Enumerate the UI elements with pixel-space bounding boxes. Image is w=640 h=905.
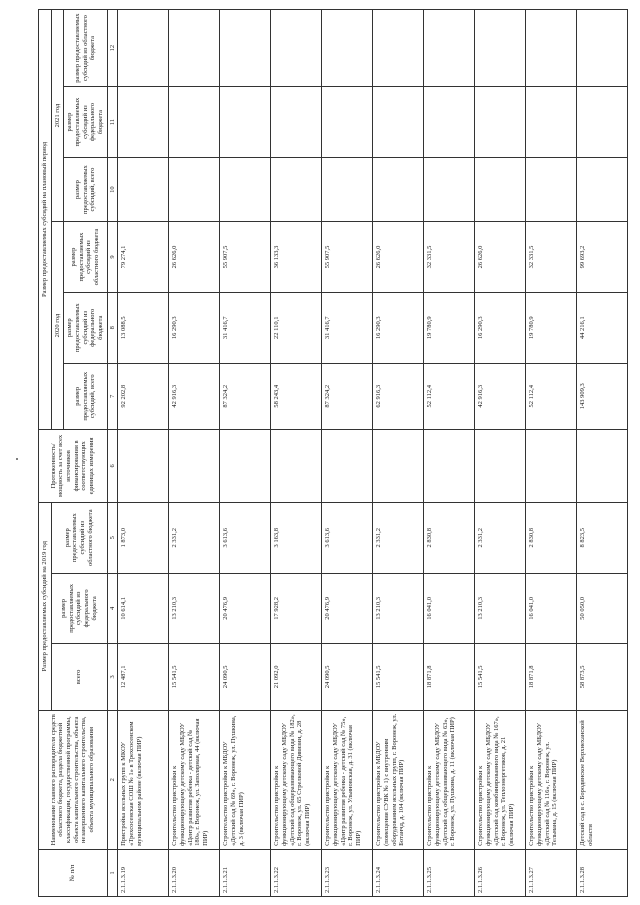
reg-2020: 55 907,5 [220, 222, 271, 293]
column-number-row [107, 10, 118, 897]
total-2019: 15 541,5 [373, 644, 424, 710]
fed-2020: 31 416,7 [220, 292, 271, 363]
header-total-2021: размер предоставляемых субсидий, всего [64, 157, 107, 221]
reg-2019: 2 331,2 [373, 502, 424, 573]
subsidy-table [38, 9, 628, 897]
object-name: Строительство пристройки к функционирующему детскому саду МБДОУ «Центр развития ребенка - детский сад № 75», г. Воронеж, ул. Ульяновская, д. 31 (включая ПИР) [322, 710, 373, 849]
table-row [373, 10, 424, 897]
fed-2021 [118, 87, 169, 158]
capacity [577, 429, 628, 502]
reg-2021 [424, 10, 475, 87]
fed-2019: 13 210,3 [373, 573, 424, 644]
reg-2019: 3 613,6 [220, 502, 271, 573]
col-number: 6 [107, 429, 118, 502]
table-row [220, 10, 271, 897]
total-2020: 92 202,8 [118, 363, 169, 429]
fed-2021 [169, 87, 220, 158]
reg-2019: 2 830,8 [526, 502, 577, 573]
col-number: 2 [107, 710, 118, 849]
capacity [526, 429, 577, 502]
header-total-2019: всего [51, 644, 107, 710]
row-number: 2.1.1.3.20 [169, 849, 220, 896]
header-year-2021: 2021 год [51, 10, 64, 222]
object-name: Детский сад в с. Бородинское Верхнеханской области [577, 710, 628, 849]
fed-2020: 16 290,3 [169, 292, 220, 363]
reg-2020: 36 133,3 [271, 222, 322, 293]
total-2019: 15 541,5 [169, 644, 220, 710]
fed-2020: 19 780,9 [424, 292, 475, 363]
col-number: 8 [107, 292, 118, 363]
fed-2019: 13 210,3 [475, 573, 526, 644]
table-row [322, 10, 373, 897]
total-2020: 87 324,2 [322, 363, 373, 429]
row-number: 2.1.1.3.26 [475, 849, 526, 896]
reg-2019: 2 331,2 [475, 502, 526, 573]
row-number: 2.1.1.3.21 [220, 849, 271, 896]
total-2021 [118, 157, 169, 221]
capacity [322, 429, 373, 502]
total-2019: 24 090,5 [322, 644, 373, 710]
fed-2020: 13 088,5 [118, 292, 169, 363]
col-number: 11 [107, 87, 118, 158]
col-number: 4 [107, 573, 118, 644]
fed-2020: 16 290,3 [475, 292, 526, 363]
row-number: 2.1.1.3.19 [118, 849, 169, 896]
row-number: 2.1.1.3.28 [577, 849, 628, 896]
capacity [271, 429, 322, 502]
total-2019: 12 487,1 [118, 644, 169, 710]
table-row [475, 10, 526, 897]
fed-2019: 16 041,0 [424, 573, 475, 644]
reg-2021 [577, 10, 628, 87]
total-2020: 58 243,4 [271, 363, 322, 429]
row-number: 2.1.1.3.27 [526, 849, 577, 896]
reg-2021 [373, 10, 424, 87]
capacity [118, 429, 169, 502]
total-2019: 58 873,5 [577, 644, 628, 710]
total-2021 [373, 157, 424, 221]
table-row [271, 10, 322, 897]
capacity [424, 429, 475, 502]
object-name: Строительство пристройки к функционирующему детскому саду МБДОУ «Детский сад общеразвивающего вида № 63», г. Воронеж, ул. Пушкина, д. 11 (включая ПИР) [424, 710, 475, 849]
object-name: Строительство пристройки к МБДОУ «Детский сад № 69», г. Воронеж, ул. Пушкина, д. 3 (включая ПИР) [220, 710, 271, 849]
table-row [577, 10, 628, 897]
total-2019: 15 541,5 [475, 644, 526, 710]
row-number: 2.1.1.3.23 [322, 849, 373, 896]
total-2020: 52 112,4 [526, 363, 577, 429]
fed-2019: 20 476,9 [322, 573, 373, 644]
fed-2019: 17 928,2 [271, 573, 322, 644]
fed-2019: 16 041,0 [526, 573, 577, 644]
col-number: 12 [107, 10, 118, 87]
fed-2020: 19 780,9 [526, 292, 577, 363]
total-2019: 18 871,8 [424, 644, 475, 710]
object-name: Строительство пристройки к функционирующему детскому саду МБДОУ «Детский сад комбинированного вида № 167», г. Воронеж, ул. Теплоэнергетиков, д. 21 (включая ПИР) [475, 710, 526, 849]
header-reg-2019: размер предоставляемых субсидий из областного бюджета [51, 502, 107, 573]
table-row [424, 10, 475, 897]
total-2019: 24 090,5 [220, 644, 271, 710]
header-subsidy-2019: Размер предоставляемых субсидий на 2019 год [39, 502, 52, 710]
capacity [169, 429, 220, 502]
col-number: 7 [107, 363, 118, 429]
total-2021 [577, 157, 628, 221]
total-2021 [475, 157, 526, 221]
fed-2019: 13 210,3 [169, 573, 220, 644]
fed-2019: 10 614,1 [118, 573, 169, 644]
fed-2021 [577, 87, 628, 158]
fed-2021 [475, 87, 526, 158]
fed-2020: 44 216,1 [577, 292, 628, 363]
fed-2021 [220, 87, 271, 158]
reg-2019: 3 163,8 [271, 502, 322, 573]
header-fed-2020: размер предоставляемых субсидий из федерального бюджета [64, 292, 107, 363]
reg-2021 [322, 10, 373, 87]
object-name: Строительство пристройки к функционирующему детскому саду МБДОУ «Детский сад № 116», г. Воронеж, ул. Тельмана, д. 15 (включая ПИР) [526, 710, 577, 849]
reg-2021 [271, 10, 322, 87]
reg-2020: 32 331,5 [526, 222, 577, 293]
total-2020: 42 916,3 [169, 363, 220, 429]
stray-mark [16, 458, 18, 460]
reg-2019: 2 331,2 [169, 502, 220, 573]
row-number: 2.1.1.3.25 [424, 849, 475, 896]
fed-2020: 16 290,3 [373, 292, 424, 363]
fed-2021 [373, 87, 424, 158]
col-number: 3 [107, 644, 118, 710]
reg-2019: 3 613,6 [322, 502, 373, 573]
reg-2020: 26 626,0 [373, 222, 424, 293]
reg-2020: 99 693,2 [577, 222, 628, 293]
total-2020: 42 916,3 [475, 363, 526, 429]
fed-2019: 20 476,9 [220, 573, 271, 644]
total-2020: 143 909,3 [577, 363, 628, 429]
reg-2020: 26 626,0 [475, 222, 526, 293]
reg-2019: 2 830,8 [424, 502, 475, 573]
reg-2019: 8 823,5 [577, 502, 628, 573]
reg-2021 [220, 10, 271, 87]
total-2021 [424, 157, 475, 221]
total-2021 [169, 157, 220, 221]
reg-2021 [526, 10, 577, 87]
capacity [373, 429, 424, 502]
header-total-2020: размер предоставляемых субсидий, всего [64, 363, 107, 429]
object-name: Строительство пристройки к функционирующему детскому саду МБДОУ «Детский сад общеразвивающего вида № 182», г. Воронеж, ул. 65 Стрелковой Дивизии, д. 28 (включая ПИР) [271, 710, 322, 849]
object-name: Строительство пристройки к МБДОУ (помещения СУВК № 1) с внутренним оборудованием ясельных групп, г. Воронеж, ул. Ботанчд, д. 104 (включая ПИР) [373, 710, 424, 849]
fed-2021 [526, 87, 577, 158]
header-year-2020: 2020 год [51, 222, 64, 430]
table-row [526, 10, 577, 897]
total-2021 [526, 157, 577, 221]
header-fed-2019: размер предоставляемых субсидий из федерального бюджета [51, 573, 107, 644]
total-2020: 62 916,3 [373, 363, 424, 429]
object-name: Строительство пристройки к функционирующему детскому саду МБДОУ «Центр развития ребенка - детский сад № 180», г. Воронеж, ул. Заполярная, 44 (включая ПИР) [169, 710, 220, 849]
reg-2020: 55 907,5 [322, 222, 373, 293]
row-number: 2.1.1.3.22 [271, 849, 322, 896]
reg-2021 [475, 10, 526, 87]
fed-2021 [424, 87, 475, 158]
reg-2021 [118, 10, 169, 87]
table-row [118, 10, 169, 897]
total-2020: 87 324,2 [220, 363, 271, 429]
fed-2021 [271, 87, 322, 158]
header-plan-period: Размер предоставляемых субсидий на плановый период [39, 10, 52, 430]
col-number: 1 [107, 849, 118, 896]
total-2019: 18 871,8 [526, 644, 577, 710]
col-number: 9 [107, 222, 118, 293]
header-capacity: Протяженность/ мощность за счет всех источников финансирования в соответствующих единицах измерения [39, 429, 108, 502]
reg-2019: 1 873,0 [118, 502, 169, 573]
total-2021 [220, 157, 271, 221]
header-reg-2020: размер предоставляемых субсидий из областного бюджета [64, 222, 107, 293]
header-fed-2021: размер предоставляемых субсидий из федерального бюджета [64, 87, 107, 158]
fed-2021 [322, 87, 373, 158]
fed-2019: 50 050,0 [577, 573, 628, 644]
capacity [220, 429, 271, 502]
reg-2020: 26 626,0 [169, 222, 220, 293]
object-name: Пристройка ясельных групп к МКОУ «Трехсосенская СОШ № 1» в Трехсосенском муниципальном районе (включая ПИР) [118, 710, 169, 849]
total-2021 [271, 157, 322, 221]
table-row [169, 10, 220, 897]
header-no: № п/п [39, 849, 108, 896]
capacity [475, 429, 526, 502]
total-2019: 21 092,0 [271, 644, 322, 710]
header-reg-2021: размер предоставляемых субсидий из областного бюджета [64, 10, 107, 87]
col-number: 5 [107, 502, 118, 573]
col-number: 10 [107, 157, 118, 221]
total-2020: 52 112,4 [424, 363, 475, 429]
fed-2020: 22 110,1 [271, 292, 322, 363]
header-name: Наименование главного распорядителя средств областного бюджета, раздела бюджетной классификации, государственной программы, объекта капитального строительства, объекта незавершенного капитального строительства, объекта муниципального образования [39, 710, 108, 849]
reg-2021 [169, 10, 220, 87]
reg-2020: 79 274,1 [118, 222, 169, 293]
fed-2020: 31 416,7 [322, 292, 373, 363]
reg-2020: 32 331,5 [424, 222, 475, 293]
total-2021 [322, 157, 373, 221]
row-number: 2.1.1.3.24 [373, 849, 424, 896]
